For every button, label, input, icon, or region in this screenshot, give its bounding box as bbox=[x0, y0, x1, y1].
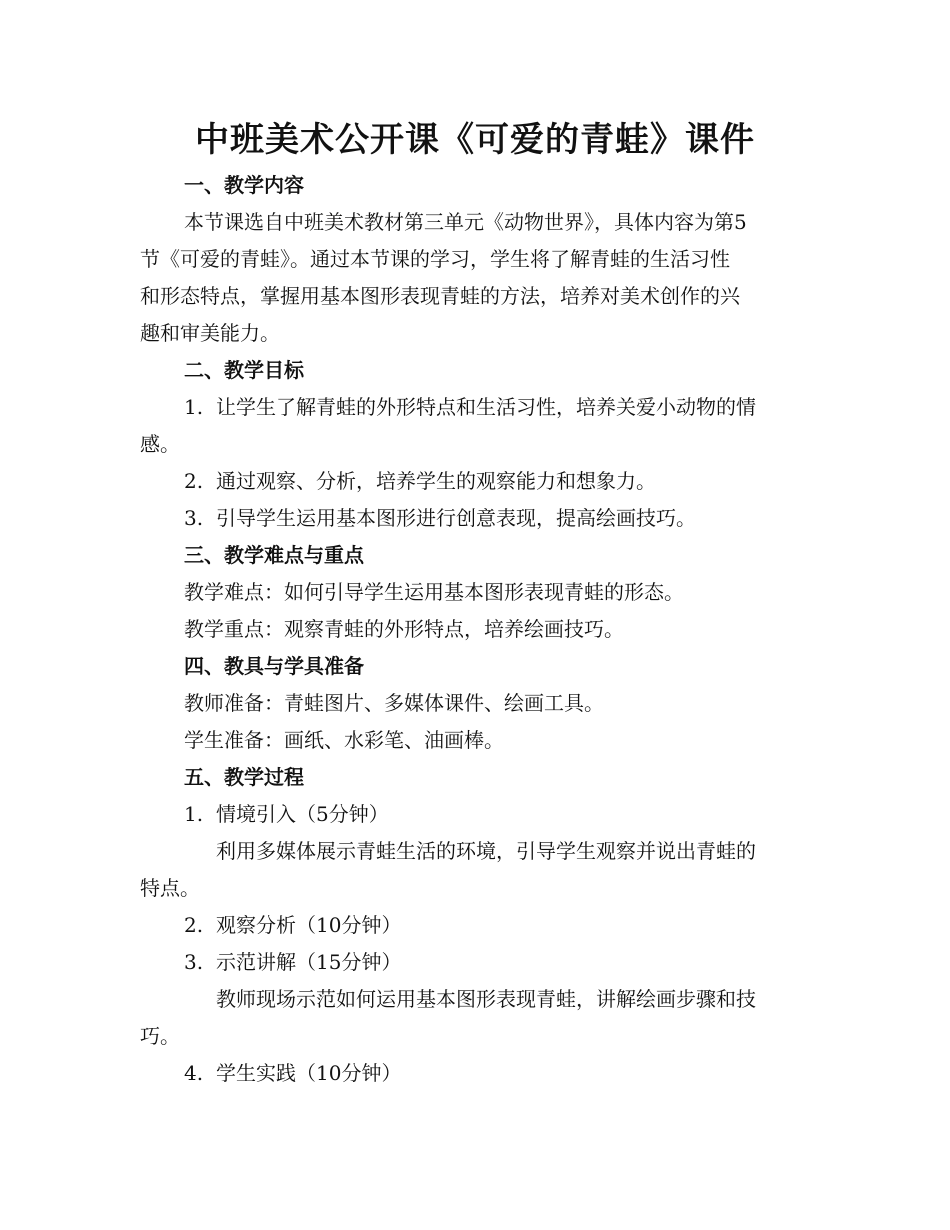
process-step bbox=[140, 949, 864, 975]
teacher-materials-text: 教师准备：青蛙图片、多媒体课件、绘画工具。 bbox=[184, 691, 604, 715]
student-materials-text: 学生准备：画纸、水彩笔、油画棒。 bbox=[184, 728, 504, 752]
goal-text: 引导学生运用基本图形进行创意表现，提高绘画技巧。 bbox=[216, 506, 696, 530]
paragraph-line: 和形态特点，掌握用基本图形表现青蛙的方法，培养对美术创作的兴 bbox=[140, 284, 740, 308]
process-step bbox=[140, 1060, 864, 1086]
key-point-text: 教学重点：观察青蛙的外形特点，培养绘画技巧。 bbox=[184, 617, 624, 641]
goal-number: 3. bbox=[184, 506, 204, 530]
process-step bbox=[140, 801, 864, 827]
goal-number: 1. bbox=[184, 395, 204, 419]
section-heading-difficulty: 三、教学难点与重点 bbox=[184, 543, 364, 567]
section-heading-materials: 四、教具与学具准备 bbox=[184, 654, 364, 678]
step-description-continued: 特点。 bbox=[140, 876, 200, 900]
step-title: 学生实践（10分钟） bbox=[216, 1061, 402, 1085]
step-number: 2. bbox=[184, 913, 204, 937]
section-heading-goals: 二、教学目标 bbox=[184, 358, 304, 382]
step-title: 观察分析（10分钟） bbox=[216, 913, 402, 937]
step-description-continued: 巧。 bbox=[140, 1024, 180, 1048]
paragraph-line: 节《可爱的青蛙》。通过本节课的学习，学生将了解青蛙的生活习性 bbox=[140, 247, 730, 271]
goal-text: 通过观察、分析，培养学生的观察能力和想象力。 bbox=[216, 469, 656, 493]
process-step bbox=[140, 912, 864, 938]
step-number: 3. bbox=[184, 950, 204, 974]
section-heading-process: 五、教学过程 bbox=[184, 765, 304, 789]
paragraph-line: 趣和审美能力。 bbox=[140, 321, 280, 345]
section-heading-content: 一、教学内容 bbox=[184, 173, 304, 197]
step-description: 教师现场示范如何运用基本图形表现青蛙，讲解绘画步骤和技 bbox=[216, 987, 756, 1011]
page-title: 中班美术公开课《可爱的青蛙》课件 bbox=[195, 120, 755, 160]
goal-item bbox=[140, 505, 864, 531]
step-title: 情境引入（5分钟） bbox=[216, 802, 389, 826]
paragraph-line: 本节课选自中班美术教材第三单元《动物世界》，具体内容为第5 bbox=[184, 210, 747, 234]
goal-number: 2. bbox=[184, 469, 204, 493]
goal-item bbox=[140, 468, 864, 494]
step-number: 4. bbox=[184, 1061, 204, 1085]
step-title: 示范讲解（15分钟） bbox=[216, 950, 402, 974]
goal-text: 让学生了解青蛙的外形特点和生活习性，培养关爱小动物的情 bbox=[216, 395, 756, 419]
step-description: 利用多媒体展示青蛙生活的环境，引导学生观察并说出青蛙的 bbox=[216, 839, 756, 863]
difficulty-text: 教学难点：如何引导学生运用基本图形表现青蛙的形态。 bbox=[184, 580, 684, 604]
goal-item bbox=[140, 394, 864, 420]
step-number: 1. bbox=[184, 802, 204, 826]
goal-text-continued: 感。 bbox=[140, 432, 180, 456]
